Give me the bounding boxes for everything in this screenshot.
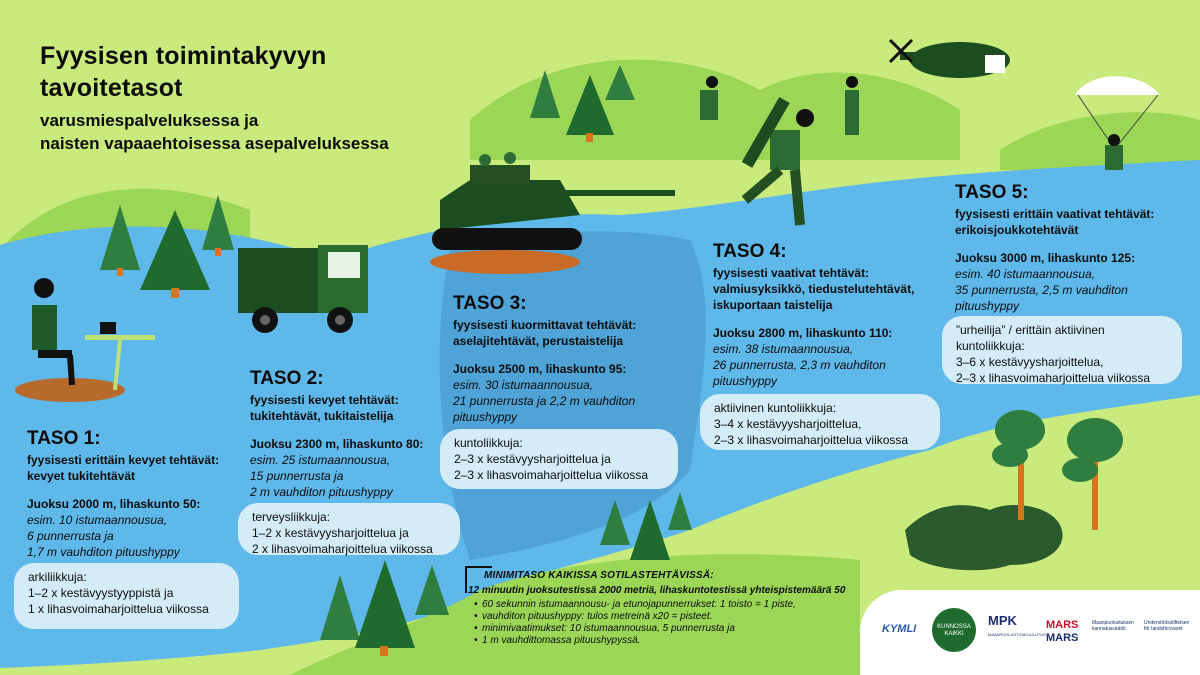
level-4	[713, 241, 943, 389]
level-5-exercise-line: 2–3 x lihasvoimaharjoittelua viikossa	[956, 371, 1151, 385]
level-4-title: TASO 4:	[713, 241, 787, 262]
level-3-example-line: esim. 30 istumaannousua,	[453, 378, 594, 392]
minimum-bullet: • minimivaatimukset: 10 istumaannousua, 5 punnerrusta ja	[482, 623, 868, 635]
level-5-desc-line: fyysisesti erittäin vaativat tehtävät:	[955, 207, 1155, 221]
level-1-exercise-line: 1–2 x kestävyystyyppistä ja	[28, 586, 174, 600]
maanpuolustus-line: kannatussäätiö	[1092, 626, 1126, 632]
level-5-description	[955, 206, 1185, 238]
helicopter	[890, 40, 1010, 78]
level-5-exercise-pill	[942, 316, 1182, 384]
level-2-example-line: 15 punnerrusta ja	[250, 469, 344, 483]
level-5-exercise-line: ”urheilija” / erittäin aktiivinen	[956, 323, 1105, 337]
level-5-exercise-line: 3–6 x kestävyysharjoittelua,	[956, 355, 1104, 369]
mud-patch	[905, 505, 1063, 570]
subtitle-line-2: naisten vapaaehtoisessa asepalveluksessa	[40, 134, 389, 153]
level-2-title: TASO 2:	[250, 368, 324, 389]
minimum-bullet-continued: • 1 m vauhdittomassa pituushypyssä.	[482, 635, 868, 647]
hill-right	[1000, 112, 1200, 170]
level-5-examples	[955, 266, 1185, 314]
level-4-example-line: pituushyppy	[713, 374, 778, 388]
level-1-desc-line: fyysisesti erittäin kevyet tehtävät:	[27, 453, 220, 467]
level-3-exercise-line: 2–3 x lihasvoimaharjoittelua viikossa	[454, 468, 649, 482]
minimum-bullet: • vauhditon pituushyppy: tulos metreinä x20 = pisteet.	[482, 611, 868, 623]
level-4-exercise-line: aktiivinen kuntoliikkuja:	[714, 401, 837, 415]
level-3-examples	[453, 377, 683, 425]
level-3-title: TASO 3:	[453, 293, 527, 314]
level-5-example-line: 35 punnerrusta, 2,5 m vauhditon	[955, 283, 1128, 297]
minimum-level-section	[468, 570, 868, 647]
maanpuolustus-line: Maanpuolustuksen	[1092, 620, 1134, 626]
level-1-desc-line: kevyet tukitehtävät	[27, 469, 136, 483]
level-4-exercise-pill	[700, 394, 940, 450]
level-3-example-line: 21 punnerrusta ja 2,2 m vauhditon	[453, 394, 636, 408]
level-2-examples	[250, 452, 450, 500]
level-4-desc-line: fyysisesti vaativat tehtävät:	[713, 266, 870, 280]
level-5-title: TASO 5:	[955, 182, 1029, 203]
level-5-exercise-line: kuntoliikkuja:	[956, 339, 1025, 353]
level-2-exercise-line: 2 x lihasvoimaharjoittelua viikossa	[252, 542, 433, 556]
mpk-subtitle: MAANPUOLUSTUSKOULUTUS	[988, 632, 1046, 637]
level-3-description	[453, 317, 683, 349]
level-2-example-line: esim. 25 istumaannousua,	[250, 453, 391, 467]
level-5-example-line: pituushyppy	[955, 299, 1020, 313]
level-4-description	[713, 265, 943, 313]
understod-line: för landsförsvaret	[1144, 626, 1183, 632]
mars-logo-blue: MARS	[1046, 632, 1079, 644]
level-2	[250, 368, 450, 500]
page-title	[40, 40, 326, 104]
level-3-exercise-line: 2–3 x kestävyysharjoittelua ja	[454, 452, 611, 466]
level-3-exercise-line: kuntoliikkuja:	[454, 436, 523, 450]
level-2-description	[250, 392, 450, 424]
title-line-2: tavoitetasot	[40, 74, 183, 102]
level-3-desc-line: fyysisesti kuormittavat tehtävät:	[453, 318, 637, 332]
understodsstiftelsen-logo	[1144, 620, 1189, 632]
level-4-examples	[713, 341, 943, 389]
level-4-exercise-line: 3–4 x kestävyysharjoittelua,	[714, 417, 862, 431]
level-4-desc-line: valmiusyksikkö, tiedustelutehtävät,	[713, 282, 915, 296]
level-4-requirement: Juoksu 2800 m, lihaskunto 110:	[713, 326, 893, 340]
level-5-example-line: esim. 40 istumaannousua,	[955, 267, 1096, 281]
kymli-logo: KYMLI	[882, 623, 917, 635]
kunnossa-kaikki-logo: KUNNOSSA KAIKKI	[932, 608, 976, 652]
level-2-exercise-line: terveysliikkuja:	[252, 510, 331, 524]
level-1-example-line: esim. 10 istumaannousua,	[27, 513, 168, 527]
level-3-exercise-pill	[440, 429, 678, 489]
subtitle-line-1: varusmiespalveluksessa ja	[40, 111, 259, 130]
understod-line: Understödsstiftelsen	[1144, 620, 1190, 626]
level-2-exercise-line: 1–2 x kestävyysharjoittelua ja	[252, 526, 409, 540]
level-5	[955, 182, 1185, 314]
level-1-exercise-line: 1 x lihasvoimaharjoittelua viikossa	[28, 602, 209, 616]
partner-logos-bar	[860, 590, 1200, 675]
level-5-desc-line: erikoisjoukkotehtävät	[955, 223, 1079, 237]
level-1-example-line: 6 punnerrusta ja	[27, 529, 114, 543]
level-1	[27, 428, 247, 560]
level-4-example-line: 26 punnerrusta, 2,3 m vauhditon	[713, 358, 886, 372]
mars-logo-red: MARS	[1046, 619, 1079, 631]
level-1-requirement: Juoksu 2000 m, lihaskunto 50:	[27, 497, 201, 511]
level-1-title: TASO 1:	[27, 428, 101, 449]
minimum-bullet: • 60 sekunnin istumaannousu- ja etunojapunnerrukset: 1 toisto = 1 piste,	[482, 599, 868, 611]
level-2-exercise-pill	[238, 503, 460, 555]
level-1-exercise-line: arkiliikkuja:	[28, 570, 87, 584]
level-1-description	[27, 452, 247, 484]
level-3-example-line: pituushyppy	[453, 410, 518, 424]
level-2-example-line: 2 m vauhditon pituushyppy	[250, 485, 393, 499]
page-subtitle	[40, 109, 389, 155]
level-4-desc-line: iskuportaan taistelija	[713, 298, 833, 312]
level-2-desc-line: tukitehtävät, tukitaistelija	[250, 409, 394, 423]
mpk-logo: MPK	[988, 613, 1017, 628]
title-line-1: Fyysisen toimintakyvyn	[40, 42, 327, 70]
level-5-requirement: Juoksu 3000 m, lihaskunto 125:	[955, 251, 1136, 265]
level-3-requirement: Juoksu 2500 m, lihaskunto 95:	[453, 362, 627, 376]
minimum-subheading: 12 minuutin juoksutestissä 2000 metriä, lihaskuntotestissä yhteispistemäärä 50	[468, 585, 846, 596]
level-3	[453, 293, 683, 425]
level-4-example-line: esim. 38 istumaannousua,	[713, 342, 854, 356]
level-2-requirement: Juoksu 2300 m, lihaskunto 80:	[250, 437, 424, 451]
level-3-desc-line: aselajitehtävät, perustaistelija	[453, 334, 624, 348]
level-2-desc-line: fyysisesti kevyet tehtävät:	[250, 393, 399, 407]
level-1-examples	[27, 512, 247, 560]
level-1-exercise-pill	[14, 563, 239, 629]
minimum-heading: MINIMITASO KAIKISSA SOTILASTEHTÄVISSÄ:	[484, 570, 714, 581]
maanpuolustuksen-kannatussaatio-logo	[1092, 620, 1134, 632]
minimum-bullets	[482, 599, 868, 647]
level-4-exercise-line: 2–3 x lihasvoimaharjoittelua viikossa	[714, 433, 909, 447]
level-1-example-line: 1,7 m vauhditon pituushyppy	[27, 545, 180, 559]
